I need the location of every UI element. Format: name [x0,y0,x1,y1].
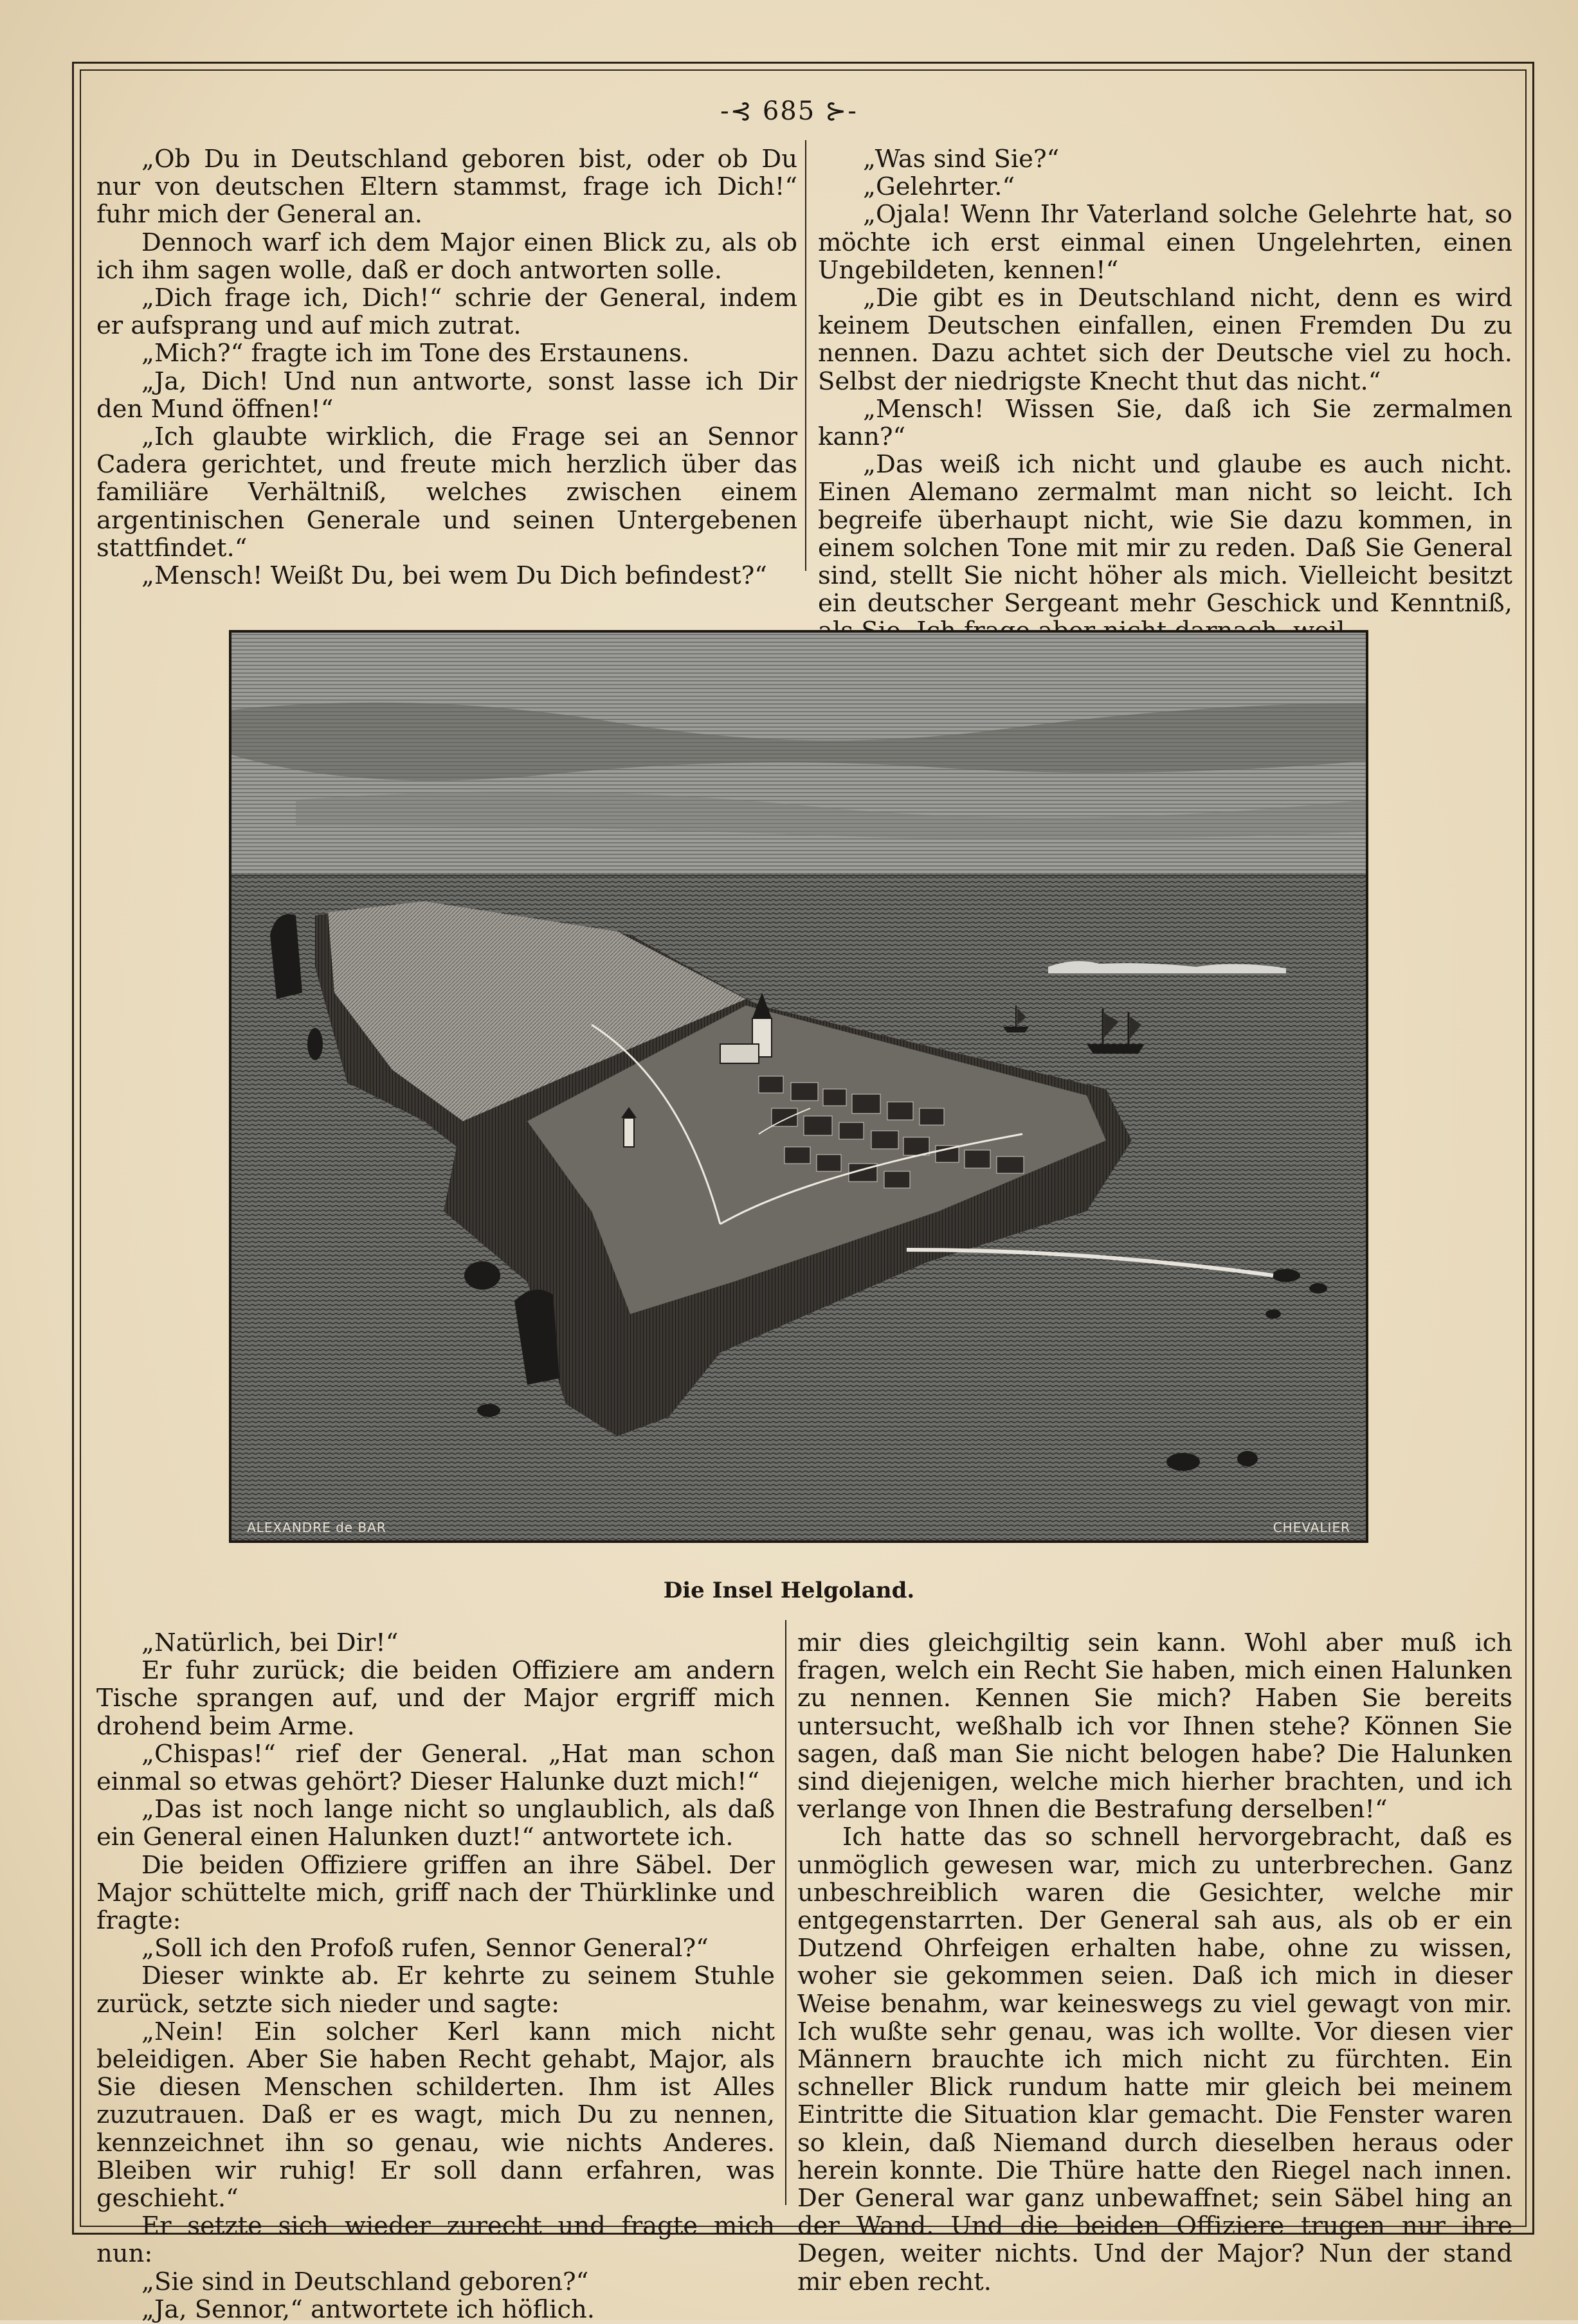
paragraph: „Ja, Sennor,“ antwortete ich höflich. [141,2294,595,2324]
page-number: -⊰ 685 ⊱- [720,96,858,126]
paragraph: „Ojala! Wenn Ihr Vaterland solche Gelehrte hat, so möchte ich erst einmal einen Ungelehrten, einen Ungebildeten, kennen!“ [818,200,1512,285]
paragraph: „Mensch! Wissen Sie, daß ich Sie zermalmen kann?“ [818,394,1512,452]
paragraph: Dieser winkte ab. Er kehrte zu seinem Stuhle zurück, setzte sich nieder und sagte: [96,1961,775,2019]
paragraph: „Sie sind in Deutschland geboren?“ [141,2267,589,2296]
paragraph: Ich hatte das so schnell hervorgebracht, daß es unmöglich gewesen war, mich zu unterbrechen. Ganz unbeschreiblich waren die Gesichter, welche mir entgegenstarrten. Der General sah aus, als ob er ein Dutzend Ohrfeigen erhalten habe, ohne zu wissen, woher sie gekommen seien. Daß ich mich in dieser Weise benahm, war keineswegs zu viel gewagt von mir. Ich wußte sehr genau, was ich wollte. Vor diesen vier Männern brauchte ich mich nicht zu fürchten. Ein schneller Blick rundum hatte mir gleich bei meinem Eintritte die Situation klar gemacht. Die Fenster waren so klein, daß Niemand durch dieselben heraus oder herein konnte. Die Thüre hatte den Riegel nach innen. Der General war ganz unbewaffnet; sein Säbel hing an der Wand. Und die beiden Offiziere trugen nur ihre Degen, weiter nichts. Und der Major? Nun der stand mir eben recht. [797,1823,1512,2296]
paragraph: „Nein! Ein solcher Kerl kann mich nicht beleidigen. Aber Sie haben Recht gehabt, Major, als Sie diesen Menschen schilderten. Ihm ist Alles zuzutrauen. Daß er es wagt, mich Du zu nennen, kennzeichnet ihn so genau, wie nichts Anderes. Bleiben wir ruhig! Er soll dann erfahren, was geschieht.“ [96,2017,775,2213]
paragraph: „Ich glaubte wirklich, die Frage sei an Sennor Cadera gerichtet, und freute mich herzlich über das familiäre Verhältniß, welches zwischen einem argentinischen Generale und seinen Untergebenen stattfindet.“ [96,422,797,563]
paragraph: „Ja, Dich! Und nun antworte, sonst lasse ich Dir den Mund öffnen!“ [96,366,797,424]
illustration-helgoland-engraving [229,630,1368,1543]
paragraph: „Chispas!“ rief der General. „Hat man schon einmal so etwas gehört? Dieser Halunke duzt mich!“ [96,1739,775,1797]
paragraph: „Natürlich, bei Dir!“ [141,1628,399,1657]
paragraph: „Dich frage ich, Dich!“ schrie der General, indem er aufsprang und auf mich zutrat. [96,284,797,341]
engraver-credit: CHEVALIER [1273,1520,1350,1535]
paragraph: „Mich?“ fragte ich im Tone des Erstaunens. [141,339,690,368]
paragraph: „Ob Du in Deutschland geboren bist, oder ob Du nur von deutschen Eltern stammst, frage ich Dich!“ fuhr mich der General an. [96,145,797,230]
paragraph: „Das ist noch lange nicht so unglaublich, als daß ein General einen Halunken duzt!“ antwortete ich. [96,1795,775,1852]
paragraph: Er setzte sich wieder zurecht und fragte mich nun: [96,2211,775,2269]
paragraph: Dennoch warf ich dem Major einen Blick zu, als ob ich ihm sagen wolle, daß er doch antworten solle. [96,228,797,285]
text-column-top-right [818,145,1512,618]
text-column-bottom-left [96,1628,775,2324]
paragraph: Er fuhr zurück; die beiden Offiziere am andern Tische sprangen auf, und der Major ergriff mich drohend beim Arme. [96,1656,775,1741]
paragraph: „Mensch! Weißt Du, bei wem Du Dich befindest?“ [141,561,767,591]
text-column-top-left [96,145,797,591]
artist-credit: ALEXANDRE de BAR [247,1520,386,1535]
engraving-drawing [231,633,1366,1540]
paragraph: mir dies gleichgiltig sein kann. Wohl aber muß ich fragen, welch ein Recht Sie haben, mich einen Halunken zu nennen. Kennen Sie mich? Haben Sie bereits untersucht, weßhalb ich vor Ihnen stehe? Können Sie sagen, daß man Sie nicht belogen habe? Die Halunken sind diejenigen, welche mich hierher brachten, und ich verlange von Ihnen die Bestrafung derselben!“ [797,1628,1512,1824]
paragraph: „Gelehrter.“ [863,172,1015,202]
paragraph: Die beiden Offiziere griffen an ihre Säbel. Der Major schüttelte mich, griff nach der Thürklinke und fragte: [96,1850,775,1936]
column-divider-top [805,140,806,571]
paragraph: „Das weiß ich nicht und glaube es auch nicht. Einen Alemano zermalmt man nicht so leicht. Ich begreife überhaupt nicht, wie Sie dazu kommen, in einem solchen Tone mit mir zu reden. Daß Sie General sind, stellt Sie nicht höher als mich. Vielleicht besitzt ein deutscher Sergeant mehr Geschick und Kenntniß, [818,450,1512,618]
paragraph: „Was sind Sie?“ [863,145,1060,174]
paragraph: „Soll ich den Profoß rufen, Sennor General?“ [141,1934,709,1963]
text-column-bottom-right [797,1628,1512,2296]
column-divider-bottom [785,1620,786,2205]
illustration-caption: Die Insel Helgoland. [663,1578,915,1603]
paragraph: „Die gibt es in Deutschland nicht, denn es wird keinem Deutschen einfallen, einen Fremden Du zu nennen. Dazu achtet sich der Deutsche viel zu hoch. Selbst der niedrigste Knecht thut das nicht.“ [818,284,1512,396]
